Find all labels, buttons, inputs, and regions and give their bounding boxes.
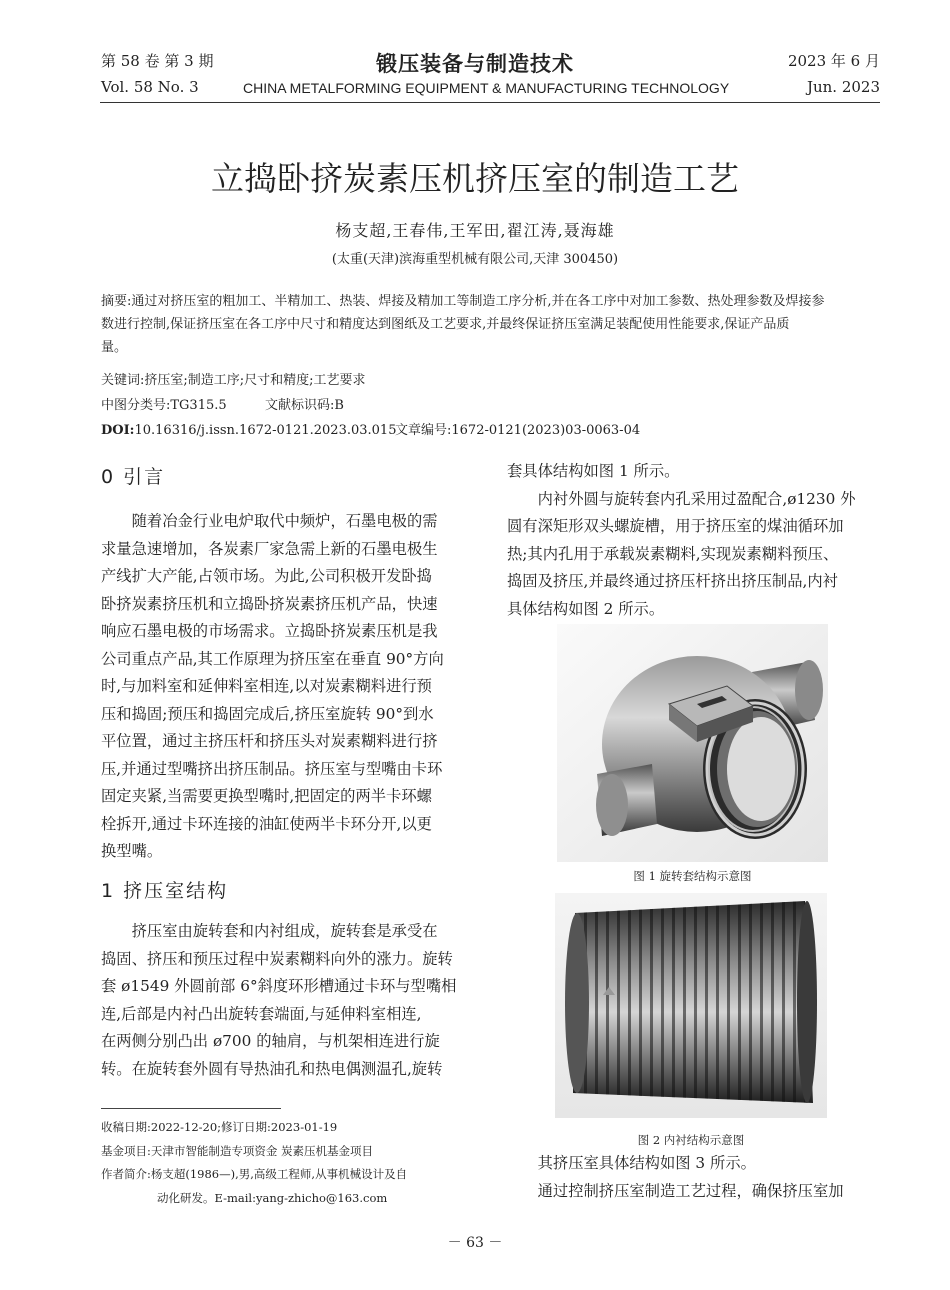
text-line: 热;其内孔用于承载炭素糊料,实现炭素糊料预压、 <box>507 544 839 563</box>
header-rule <box>100 102 880 103</box>
text-line: 连,后部是内衬凸出旋转套端面,与延伸料室相连, <box>101 1004 422 1023</box>
figure-1-caption: 图 1 旋转套结构示意图 <box>633 869 752 883</box>
text-line: 卧挤炭素挤压机和立捣卧挤炭素挤压机产品，快速 <box>101 594 438 613</box>
author-bio-cont: 动化研发。E-mail:yang-zhicho@163.com <box>157 1190 388 1205</box>
section-heading-structure: 1 挤压室结构 <box>101 880 229 902</box>
text-line: 压,并通过型嘴挤出挤压制品。挤压室与型嘴由卡环 <box>101 759 443 778</box>
doi-line <box>101 419 396 442</box>
abstract-line: 数进行控制,保证挤压室在各工序中尺寸和精度达到图纸及工艺要求,并最终保证挤压室满足装配使用性能要求,保证产品质 <box>101 317 790 332</box>
affiliation: (太重(天津)滨海重型机械有限公司,天津 300450) <box>331 252 619 267</box>
text-line: 通过控制挤压室制造工艺过程，确保挤压室加 <box>537 1181 844 1200</box>
date-en: Jun. 2023 <box>806 78 880 96</box>
text-line: 套具体结构如图 1 所示。 <box>507 462 680 480</box>
abstract-line: 摘要:通过对挤压室的粗加工、半精加工、热装、焊接及精加工等制造工序分析,并在各工序中对加工参数、热处理参数及焊接参 <box>101 294 825 309</box>
keywords: 关键词:挤压室;制造工序;尺寸和精度;工艺要求 <box>101 373 366 388</box>
fund-info: 基金项目:天津市智能制造专项资金 炭素压机基金项目 <box>101 1143 374 1158</box>
text-line: 套 ø1549 外圆前部 6°斜度环形槽通过卡环与型嘴相 <box>101 977 457 995</box>
introduction-paragraph <box>101 508 473 866</box>
doi-label: DOI: <box>101 423 135 438</box>
text-line: 捣固及挤压,并最终通过挤压杆挤出挤压制品,内衬 <box>507 572 838 590</box>
text-line: 换型嘴。 <box>101 842 163 860</box>
abstract <box>101 290 891 359</box>
text-line: 圆有深矩形双头螺旋槽，用于挤压室的煤油循环加 <box>507 517 844 535</box>
figure-2-caption: 图 2 内衬结构示意图 <box>637 1133 745 1147</box>
abstract-line: 量。 <box>101 340 128 355</box>
doi-value: 10.16316/j.issn.1672-0121.2023.03.015 <box>134 423 397 438</box>
author-list: 杨支超,王春伟,王军田,翟江涛,聂海雄 <box>335 221 615 240</box>
text-line: 随着冶金行业电炉取代中频炉，石墨电极的需 <box>131 512 438 530</box>
date-cn: 2023 年 6 月 <box>787 52 880 70</box>
right-column-paragraph-bottom <box>507 1150 879 1205</box>
text-line: 公司重点产品,其工作原理为挤压室在垂直 90°方向 <box>101 649 444 668</box>
text-line: 求量急速增加，各炭素厂家急需上新的石墨电极生 <box>101 539 438 558</box>
right-column-paragraph <box>507 458 879 623</box>
text-line: 具体结构如图 2 所示。 <box>507 599 665 618</box>
text-line: 固定夹紧,当需要更换型嘴时,把固定的两半卡环螺 <box>101 787 432 805</box>
issue-cn: 第 58 卷 第 3 期 <box>101 52 214 70</box>
text-line: 平位置，通过主挤压杆和挤压头对炭素糊料进行挤 <box>101 732 438 750</box>
footnotes <box>101 1116 481 1210</box>
clc-number: 中图分类号:TG315.5 <box>101 398 227 413</box>
text-line: 响应石墨电极的市场需求。立捣卧挤炭素压机是我 <box>101 622 438 640</box>
article-number: 文章编号:1672-0121(2023)03-0063-04 <box>395 423 641 438</box>
text-line: 栓拆开,通过卡环连接的油缸使两半卡环分开,以更 <box>101 814 432 833</box>
text-line: 其挤压室具体结构如图 3 所示。 <box>537 1154 756 1172</box>
journal-title-cn: 锻压装备与制造技术 <box>376 52 574 76</box>
text-line: 压和捣固;预压和捣固完成后,挤压室旋转 90°到水 <box>101 704 434 723</box>
rotating-sleeve-illustration <box>557 624 828 862</box>
article-title: 立捣卧挤炭素压机挤压室的制造工艺 <box>211 159 739 198</box>
journal-title-en: CHINA METALFORMING EQUIPMENT & MANUFACTURING TECHNOLOGY <box>243 80 730 96</box>
figure-1-rotating-sleeve <box>557 624 828 862</box>
received-date: 收稿日期:2022-12-20;修订日期:2023-01-19 <box>101 1120 338 1134</box>
section-heading-introduction: 0 引言 <box>101 466 166 488</box>
inner-liner-illustration <box>555 893 827 1118</box>
text-line: 在两侧分别凸出 ø700 的轴肩，与机架相连进行旋 <box>101 1032 440 1050</box>
document-code: 文献标识码:B <box>265 398 344 413</box>
author-bio: 作者简介:杨支超(1986—),男,高级工程师,从事机械设计及自 <box>101 1167 408 1181</box>
text-line: 内衬外圆与旋转套内孔采用过盈配合,ø1230 外 <box>537 489 856 508</box>
page-number: － 63 － <box>447 1235 503 1251</box>
text-line: 捣固、挤压和预压过程中炭素糊料向外的涨力。旋转 <box>101 949 453 968</box>
issue-en: Vol. 58 No. 3 <box>101 78 199 96</box>
text-line: 产线扩大产能,占领市场。为此,公司积极开发卧捣 <box>101 567 432 585</box>
text-line: 时,与加料室和延伸料室相连,以对炭素糊料进行预 <box>101 677 432 695</box>
structure-paragraph <box>101 918 473 1083</box>
figure-2-inner-liner <box>555 893 827 1118</box>
text-line: 转。在旋转套外圆有导热油孔和热电偶测温孔,旋转 <box>101 1059 443 1078</box>
footnote-rule <box>101 1108 281 1109</box>
text-line: 挤压室由旋转套和内衬组成，旋转套是承受在 <box>131 922 438 940</box>
